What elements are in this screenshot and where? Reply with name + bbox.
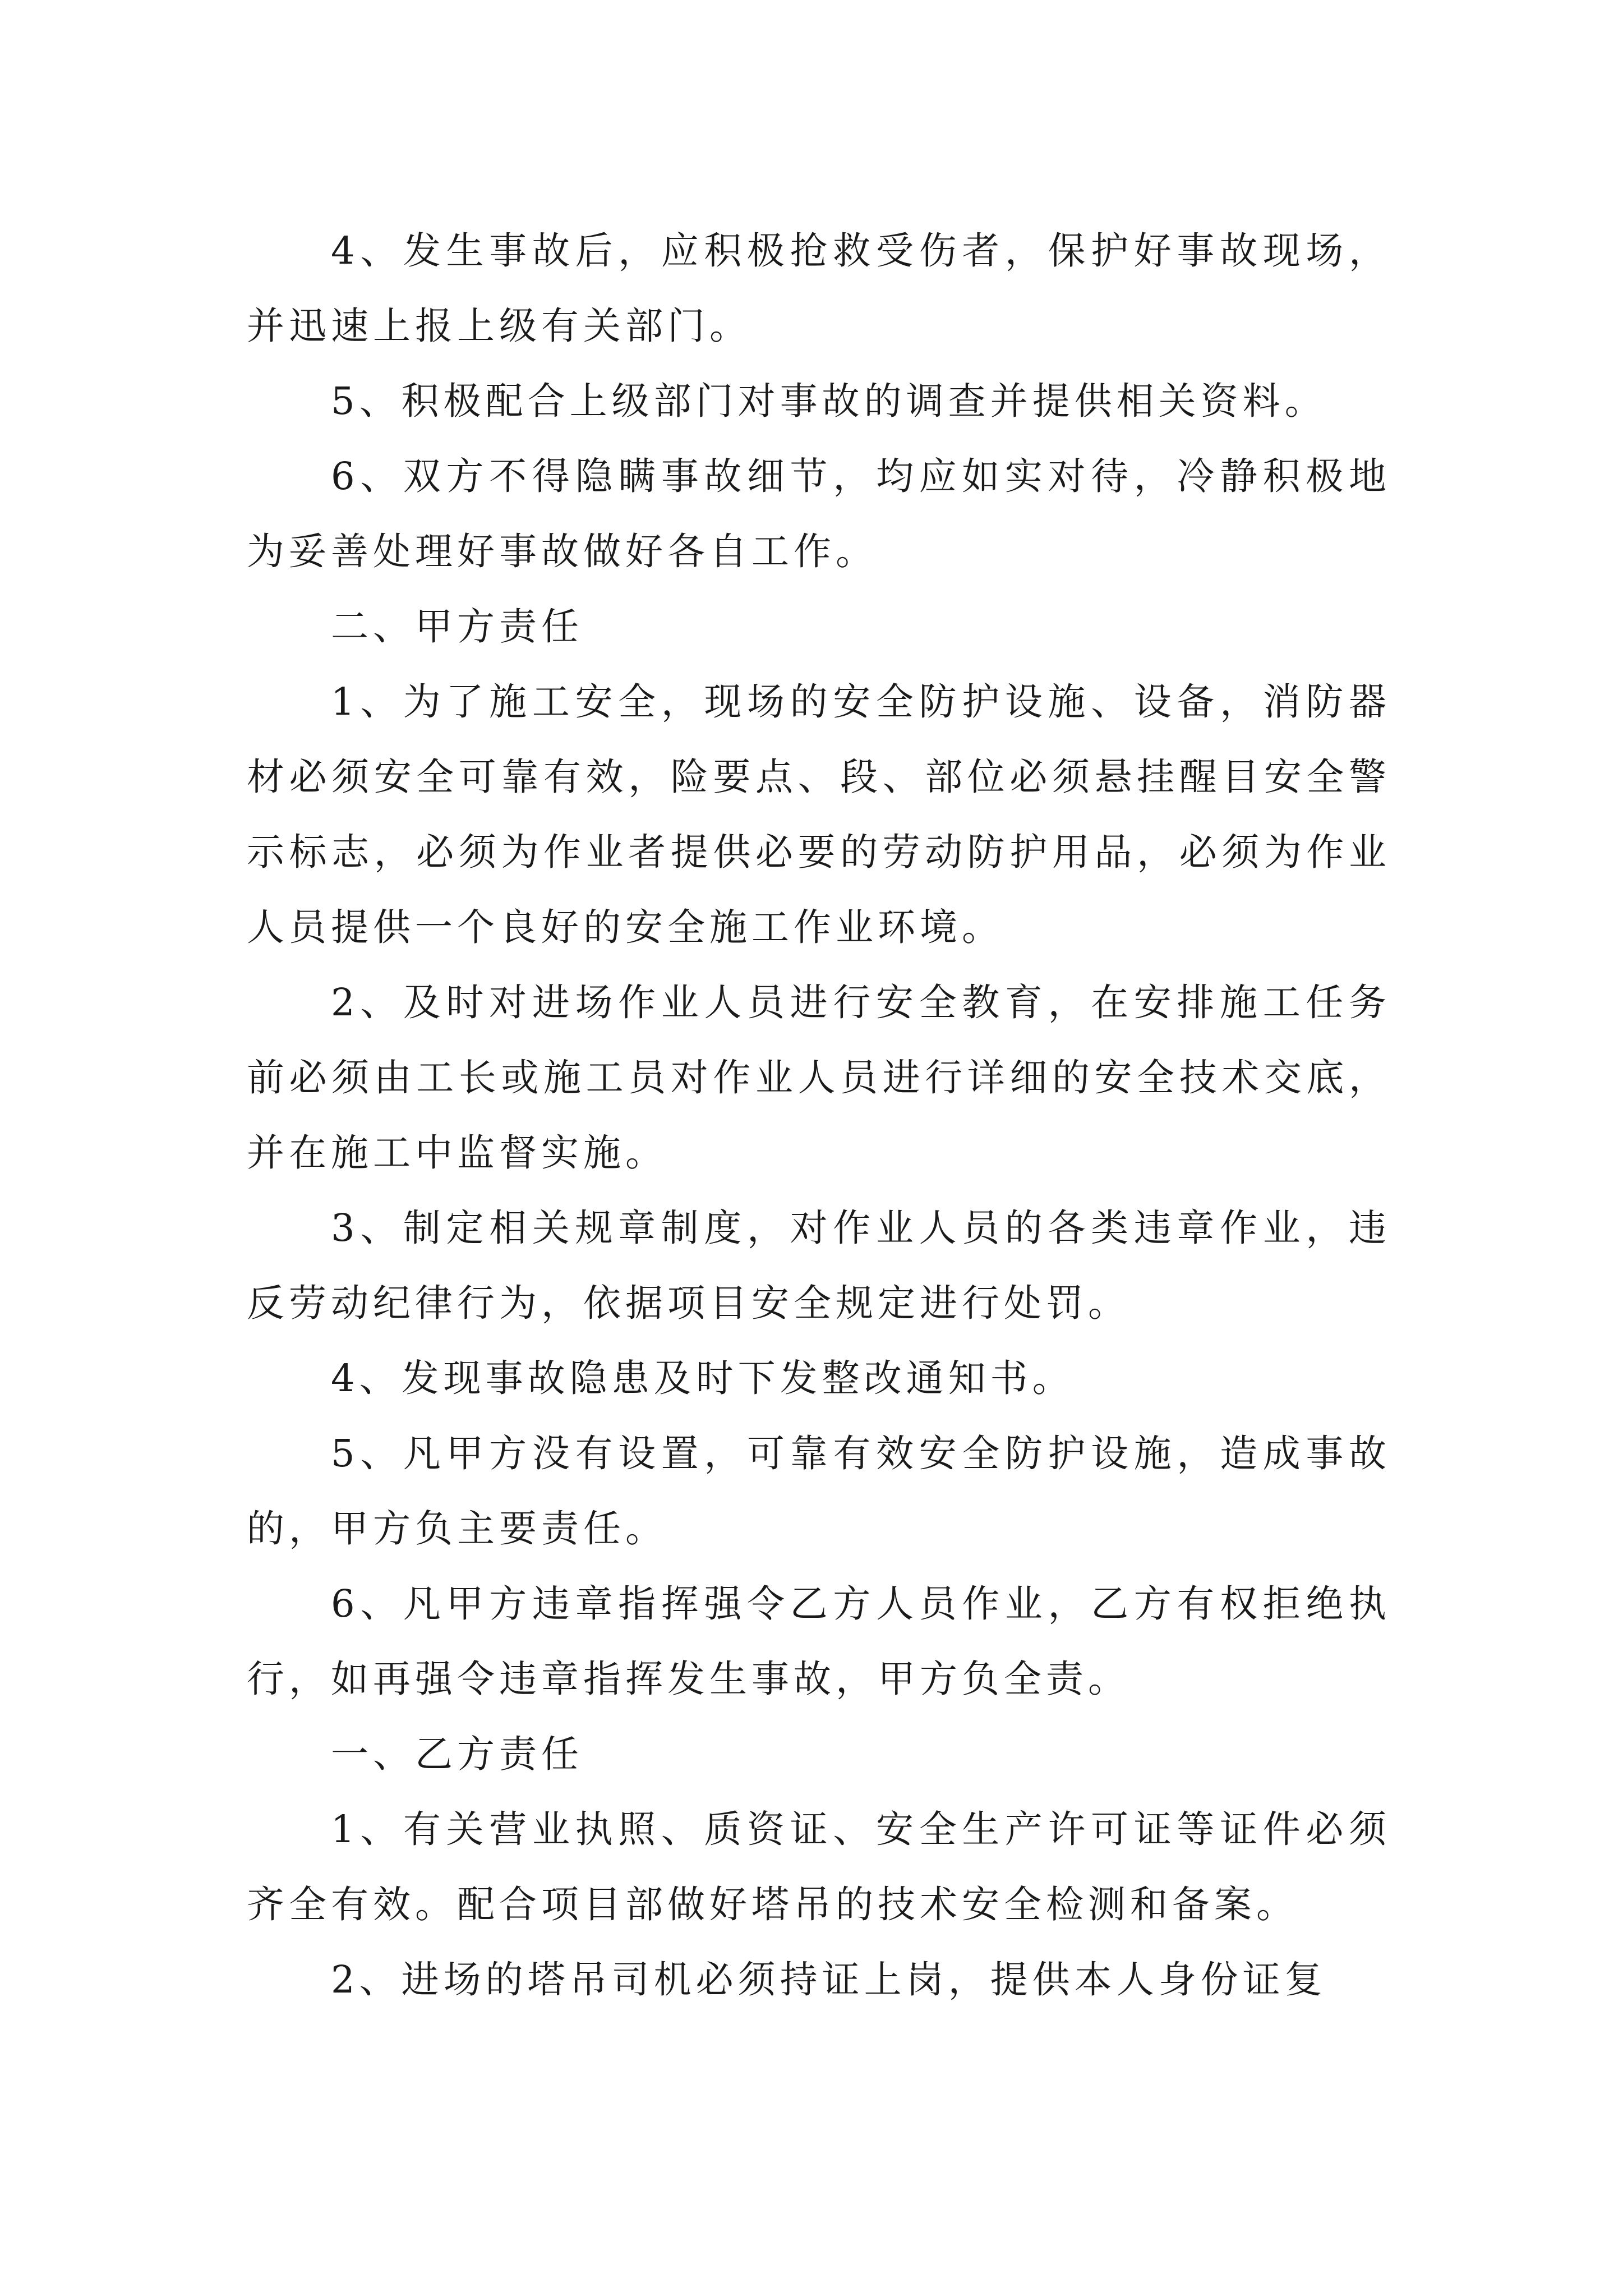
paragraph-party-a-item-3: 3、制定相关规章制度，对作业人员的各类违章作业，违反劳动纪律行为，依据项目安全规定进行处罚。 bbox=[247, 1206, 1391, 1325]
paragraph-item-6-no-concealment: 6、双方不得隐瞒事故细节，均应如实对待，冷静积极地为妥善处理好事故做好各自工作。 bbox=[247, 454, 1391, 573]
section-heading-party-a-responsibility: 二、甲方责任 bbox=[331, 605, 583, 648]
paragraph-item-4-accident-response: 4、发生事故后，应积极抢救受伤者，保护好事故现场，并迅速上报上级有关部门。 bbox=[247, 229, 1391, 348]
paragraph-item-5-cooperate-investigation: 5、积极配合上级部门对事故的调查并提供相关资料。 bbox=[331, 379, 1327, 423]
paragraph-party-b-item-1: 1、有关营业执照、质资证、安全生产许可证等证件必须齐全有效。配合项目部做好塔吊的技术安全检测和备案。 bbox=[247, 1807, 1391, 1926]
paragraph-party-b-item-2: 2、进场的塔吊司机必须持证上岗，提供本人身份证复 bbox=[331, 1958, 1327, 2001]
document-body bbox=[247, 213, 1391, 2017]
paragraph-party-a-item-5: 5、凡甲方没有设置，可靠有效安全防护设施，造成事故的，甲方负主要责任。 bbox=[247, 1432, 1391, 1550]
paragraph-party-a-item-2: 2、及时对进场作业人员进行安全教育，在安排施工任务前必须由工长或施工员对作业人员进行详细的安全技术交底，并在施工中监督实施。 bbox=[247, 981, 1391, 1175]
paragraph-party-a-item-6: 6、凡甲方违章指挥强令乙方人员作业，乙方有权拒绝执行，如再强令违章指挥发生事故，甲方负全责。 bbox=[247, 1582, 1391, 1701]
paragraph-party-a-item-1: 1、为了施工安全，现场的安全防护设施、设备，消防器材必须安全可靠有效，险要点、段、部位必须悬挂醒目安全警示标志，必须为作业者提供必要的劳动防护用品，必须为作业人员提供一个良好的安全施工作业环境。 bbox=[247, 680, 1391, 949]
paragraph-party-a-item-4: 4、发现事故隐患及时下发整改通知书。 bbox=[331, 1356, 1075, 1400]
section-heading-party-b-responsibility: 一、乙方责任 bbox=[331, 1732, 583, 1776]
